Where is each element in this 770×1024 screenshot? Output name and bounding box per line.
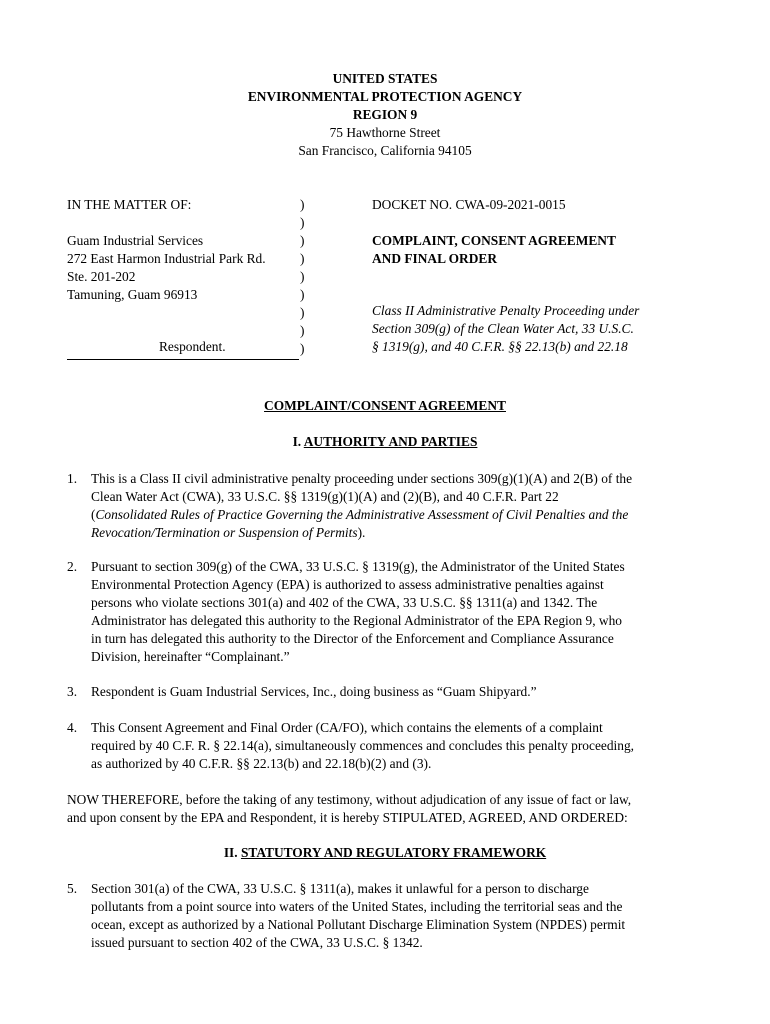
section-number: II. [223,845,238,860]
section-title: AUTHORITY AND PARTIES [303,434,478,449]
paragraph-line: This is a Class II civil administrative penalty proceeding under sections 309(g)(1)(A) and 2(B) of the [91,471,633,486]
party-address-1: 272 East Harmon Industrial Park Rd. [67,251,266,266]
header-agency: ENVIRONMENTAL PROTECTION AGENCY [247,89,523,104]
section-title: STATUTORY AND REGULATORY FRAMEWORK [240,845,547,860]
paren: ) [300,197,305,212]
docket-number: DOCKET NO. CWA-09-2021-0015 [372,197,566,212]
title-line: AND FINAL ORDER [372,251,497,266]
proceeding-description [372,302,639,356]
paragraph-line: Respondent is Guam Industrial Services, Inc., doing business as “Guam Shipyard.” [91,684,537,699]
section-1-heading [0,433,770,451]
paragraph-line: Administrator has delegated this authority to the Regional Administrator of the EPA Region 9, who [91,613,622,628]
agency-header [0,70,770,160]
paragraph-line: issued pursuant to section 402 of the CWA, 33 U.S.C. § 1342. [91,935,423,950]
paren: ) [300,341,305,356]
header-street: 75 Hawthorne Street [329,125,441,140]
caption-party-block [67,196,299,304]
main-heading: COMPLAINT/CONSENT AGREEMENT [264,398,506,413]
paragraph-line: This Consent Agreement and Final Order (CA/FO), which contains the elements of a complaint [91,720,603,735]
document-title [372,232,616,268]
paragraph-line: Division, hereinafter “Complainant.” [91,649,290,664]
party-address-3: Tamuning, Guam 96913 [67,287,198,302]
paragraph-line: as authorized by 40 C.F.R. §§ 22.13(b) and 22.18(b)(2) and (3). [91,756,432,771]
proceeding-line: Class II Administrative Penalty Proceeding under [372,303,640,318]
now-therefore-clause [67,791,717,827]
paragraph-line: Revocation/Termination or Suspension of Permits). [91,525,366,540]
paragraph-number: 5. [67,881,78,896]
proceeding-line: Section 309(g) of the Clean Water Act, 33 U.S.C. [372,321,634,336]
paragraph-line: Clean Water Act (CWA), 33 U.S.C. §§ 1319(g)(1)(A) and (2)(B), and 40 C.F.R. Part 22 [91,489,559,504]
section-2-heading [0,844,770,862]
paragraph-line: Section 301(a) of the CWA, 33 U.S.C. § 1311(a), makes it unlawful for a person to discharge [91,881,589,896]
paren: ) [300,305,305,320]
header-region: REGION 9 [352,107,418,122]
paragraph-line: (Consolidated Rules of Practice Governing the Administrative Assessment of Civil Penalties and the [91,507,629,522]
party-address-2: Ste. 201-202 [67,269,136,284]
section-number: I. [292,434,302,449]
header-country: UNITED STATES [332,71,438,86]
paragraph-line: Pursuant to section 309(g) of the CWA, 33 U.S.C. § 1319(g), the Administrator of the United States [91,559,625,574]
header-city: San Francisco, California 94105 [298,143,472,158]
paragraph-line: required by 40 C.F. R. § 22.14(a), simultaneously commences and concludes this penalty proceeding, [91,738,634,753]
paren: ) [300,233,305,248]
case-caption [67,196,707,366]
paragraph-number: 2. [67,559,78,574]
caption-divider [67,359,299,360]
respondent-label: Respondent. [159,339,226,354]
paragraph-line: persons who violate sections 301(a) and 402 of the CWA, 33 U.S.C. §§ 1311(a) and 1342. The [91,595,598,610]
paragraph-line: Environmental Protection Agency (EPA) is authorized to assess administrative penalties against [91,577,604,592]
paragraph-line: pollutants from a point source into waters of the United States, including the territorial seas and the [91,899,623,914]
paren: ) [300,215,305,230]
paragraph-number: 4. [67,720,78,735]
caption-parentheses [300,196,312,358]
paren: ) [300,269,305,284]
paragraph-line: and upon consent by the EPA and Respondent, it is hereby STIPULATED, AGREED, AND ORDERED: [67,810,628,825]
paren: ) [300,323,305,338]
proceeding-line: § 1319(g), and 40 C.F.R. §§ 22.13(b) and 22.18 [372,339,628,354]
paragraph-number: 3. [67,684,78,699]
paragraph-number: 1. [67,471,78,486]
title-line: COMPLAINT, CONSENT AGREEMENT [372,233,616,248]
paren: ) [300,251,305,266]
in-the-matter-of: IN THE MATTER OF: [67,197,192,212]
party-name: Guam Industrial Services [67,233,204,248]
paragraph-line: NOW THEREFORE, before the taking of any testimony, without adjudication of any issue of fact or law, [67,792,632,807]
paragraph-line: ocean, except as authorized by a National Pollutant Discharge Elimination System (NPDES) permit [91,917,626,932]
paren: ) [300,287,305,302]
paragraph-line: in turn has delegated this authority to the Director of the Enforcement and Compliance Assurance [91,631,614,646]
